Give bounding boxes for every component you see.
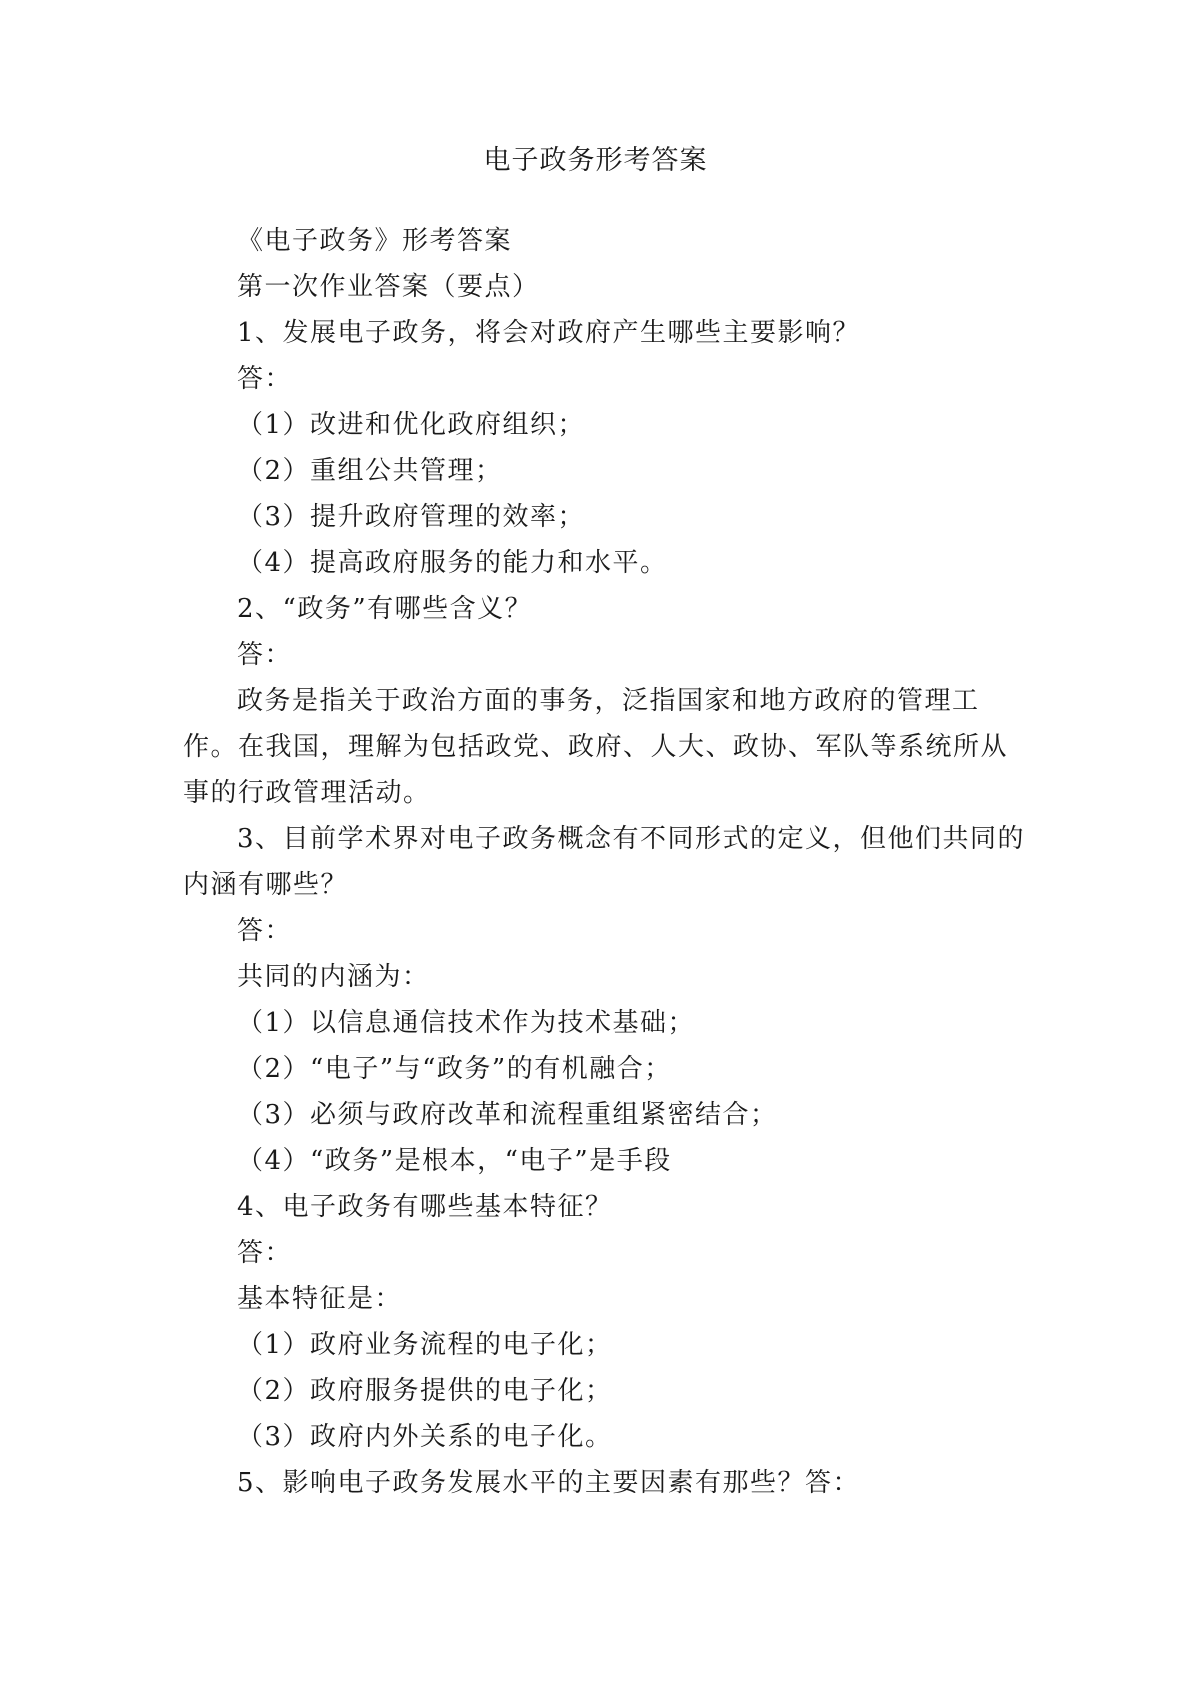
answer-item: （2）政府服务提供的电子化； — [237, 1376, 613, 1406]
answer-label: 答： — [237, 1238, 293, 1268]
document-body — [183, 218, 1043, 1506]
answer-item: （2）“电子”与“政务”的有机融合； — [237, 1054, 672, 1084]
question-1: 1、发展电子政务，将会对政府产生哪些主要影响？ — [237, 318, 861, 348]
question-5: 5、影响电子政务发展水平的主要因素有那些？答： — [237, 1468, 861, 1498]
question-3: 3、目前学术界对电子政务概念有不同形式的定义，但他们共同的内涵有哪些？ — [183, 824, 1026, 900]
answer-item: （3）必须与政府改革和流程重组紧密结合； — [237, 1100, 778, 1130]
answer-item: （3）政府内外关系的电子化。 — [237, 1422, 613, 1452]
section-heading: 第一次作业答案（要点） — [237, 272, 540, 302]
answer-item: （1）改进和优化政府组织； — [237, 410, 586, 440]
document-title: 电子政务形考答案 — [483, 145, 708, 176]
answer-intro: 基本特征是： — [237, 1284, 403, 1314]
answer-item: （1）政府业务流程的电子化； — [237, 1330, 613, 1360]
answer-item: （4）“政务”是根本，“电子”是手段 — [237, 1146, 672, 1176]
answer-label: 答： — [237, 916, 293, 946]
answer-label: 答： — [237, 640, 293, 670]
answer-item: （3）提升政府管理的效率； — [237, 502, 586, 532]
answer-item: （2）重组公共管理； — [237, 456, 503, 486]
subtitle: 《电子政务》形考答案 — [237, 226, 513, 256]
question-4: 4、电子政务有哪些基本特征？ — [237, 1192, 613, 1222]
answer-item: （4）提高政府服务的能力和水平。 — [237, 548, 668, 578]
answer-paragraph: 政务是指关于政治方面的事务，泛指国家和地方政府的管理工作。在我国，理解为包括政党、政府、人大、政协、军队等系统所从事的行政管理活动。 — [183, 686, 1009, 808]
answer-item: （1）以信息通信技术作为技术基础； — [237, 1008, 696, 1038]
answer-label: 答： — [237, 364, 293, 394]
answer-intro: 共同的内涵为： — [237, 962, 430, 992]
question-2: 2、“政务”有哪些含义？ — [237, 594, 533, 624]
